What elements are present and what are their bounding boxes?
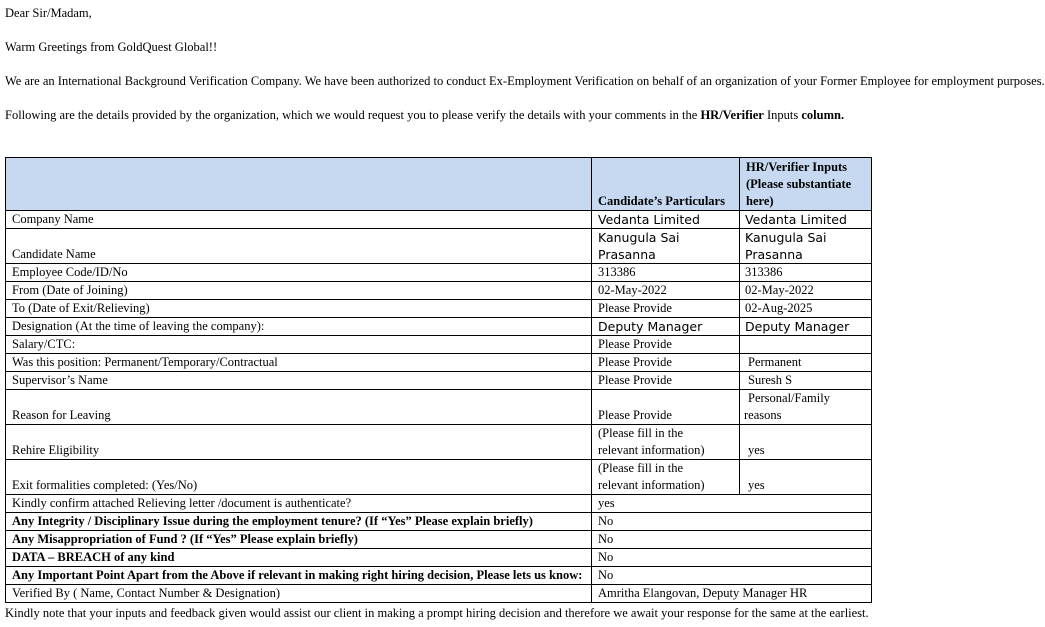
table-row xyxy=(6,567,872,585)
candidate-value xyxy=(592,460,740,495)
header-hr-line3: here) xyxy=(746,194,774,208)
row-label: From (Date of Joining) xyxy=(6,282,592,300)
candidate-value: Please Provide xyxy=(592,336,740,354)
candidate-line1: (Please fill in the xyxy=(598,461,684,475)
table-row xyxy=(6,300,872,318)
row-label: Any Misappropriation of Fund ? (If “Yes” Please explain briefly) xyxy=(6,531,592,549)
row-label: Supervisor’s Name xyxy=(6,372,592,390)
candidate-value: 313386 xyxy=(592,264,740,282)
table-row xyxy=(6,282,872,300)
merged-value[interactable]: No xyxy=(592,549,872,567)
candidate-value: Please Provide xyxy=(592,372,740,390)
row-label: Any Important Point Apart from the Above if relevant in making right hiring decision, Please lets us know: xyxy=(6,567,592,585)
row-label: Verified By ( Name, Contact Number & Designation) xyxy=(6,585,592,603)
salutation: Dear Sir/Madam, xyxy=(5,6,92,20)
row-label: Rehire Eligibility xyxy=(6,425,592,460)
hr-input[interactable]: 02-May-2022 xyxy=(740,282,872,300)
row-label: Company Name xyxy=(6,211,592,229)
candidate-value: Please Provide xyxy=(592,300,740,318)
verification-table xyxy=(5,157,872,603)
hr-input[interactable]: Permanent xyxy=(740,354,872,372)
candidate-value: Please Provide xyxy=(592,390,740,425)
hr-input[interactable]: 02-Aug-2025 xyxy=(740,300,872,318)
request-inputs: Inputs xyxy=(763,108,802,122)
hr-input[interactable]: yes xyxy=(740,460,872,495)
merged-value[interactable]: yes xyxy=(592,495,872,513)
table-row xyxy=(6,390,872,425)
hr-input[interactable] xyxy=(740,336,872,354)
row-label: Candidate Name xyxy=(6,229,592,264)
candidate-line2: relevant information) xyxy=(598,478,705,492)
hr-input-line2: reasons xyxy=(744,408,782,422)
table-row xyxy=(6,318,872,336)
candidate-value xyxy=(592,425,740,460)
request-bold-column: column. xyxy=(801,108,845,122)
row-label: DATA – BREACH of any kind xyxy=(6,549,592,567)
table-row xyxy=(6,264,872,282)
hr-input[interactable]: Suresh S xyxy=(740,372,872,390)
header-hr-line1: HR/Verifier Inputs xyxy=(746,160,848,174)
candidate-value: Kanugula Sai Prasanna xyxy=(592,229,740,264)
row-label: Kindly confirm attached Relieving letter /document is authenticate? xyxy=(6,495,592,513)
table-row xyxy=(6,354,872,372)
table-row xyxy=(6,460,872,495)
table-header-row xyxy=(6,158,872,211)
candidate-line2: relevant information) xyxy=(598,443,705,457)
row-label: Employee Code/ID/No xyxy=(6,264,592,282)
candidate-value: Deputy Manager xyxy=(592,318,740,336)
table-row xyxy=(6,425,872,460)
table-row xyxy=(6,211,872,229)
row-label: Exit formalities completed: (Yes/No) xyxy=(6,460,592,495)
table-row xyxy=(6,531,872,549)
header-label-cell xyxy=(6,158,592,211)
hr-input-line1: Personal/Family xyxy=(748,391,830,405)
merged-value[interactable]: No xyxy=(592,513,872,531)
hr-input[interactable] xyxy=(740,390,872,425)
request-text: Following are the details provided by the organization, which we would request you to please verify the details with your comments in the xyxy=(5,108,701,122)
hr-input[interactable]: 313386 xyxy=(740,264,872,282)
row-label: To (Date of Exit/Relieving) xyxy=(6,300,592,318)
header-candidate-particulars: Candidate’s Particulars xyxy=(592,158,740,211)
table-row xyxy=(6,495,872,513)
candidate-value: Vedanta Limited xyxy=(592,211,740,229)
header-hr-verifier-inputs xyxy=(740,158,872,211)
row-label: Designation (At the time of leaving the company): xyxy=(6,318,592,336)
merged-value[interactable]: No xyxy=(592,567,872,585)
intro-paragraph: We are an International Background Verification Company. We have been authorized to conduct Ex-Employment Verification on behalf of an organization of your Former Employee for employment purposes. xyxy=(5,74,1045,88)
candidate-value: 02-May-2022 xyxy=(592,282,740,300)
merged-value[interactable]: No xyxy=(592,531,872,549)
merged-value[interactable]: Amritha Elangovan, Deputy Manager HR xyxy=(592,585,872,603)
header-hr-line2: (Please substantiate xyxy=(746,177,852,191)
hr-input[interactable]: Vedanta Limited xyxy=(740,211,872,229)
request-paragraph xyxy=(5,108,844,122)
greeting: Warm Greetings from GoldQuest Global!! xyxy=(5,40,218,54)
row-label: Salary/CTC: xyxy=(6,336,592,354)
row-label: Any Integrity / Disciplinary Issue during the employment tenure? (If “Yes” Please explain briefly) xyxy=(6,513,592,531)
hr-input[interactable]: Kanugula Sai Prasanna xyxy=(740,229,872,264)
hr-input[interactable]: yes xyxy=(740,425,872,460)
request-bold-hr: HR/Verifier xyxy=(700,108,764,122)
table-row xyxy=(6,549,872,567)
row-label: Reason for Leaving xyxy=(6,390,592,425)
table-row xyxy=(6,372,872,390)
hr-input[interactable]: Deputy Manager xyxy=(740,318,872,336)
table-row xyxy=(6,229,872,264)
closing-paragraph: Kindly note that your inputs and feedback given would assist our client in making a prompt hiring decision and therefore we await your response for the same at the earliest. xyxy=(5,606,869,620)
table-row xyxy=(6,336,872,354)
row-label: Was this position: Permanent/Temporary/Contractual xyxy=(6,354,592,372)
candidate-line1: (Please fill in the xyxy=(598,426,684,440)
table-row xyxy=(6,585,872,603)
candidate-value: Please Provide xyxy=(592,354,740,372)
table-row xyxy=(6,513,872,531)
